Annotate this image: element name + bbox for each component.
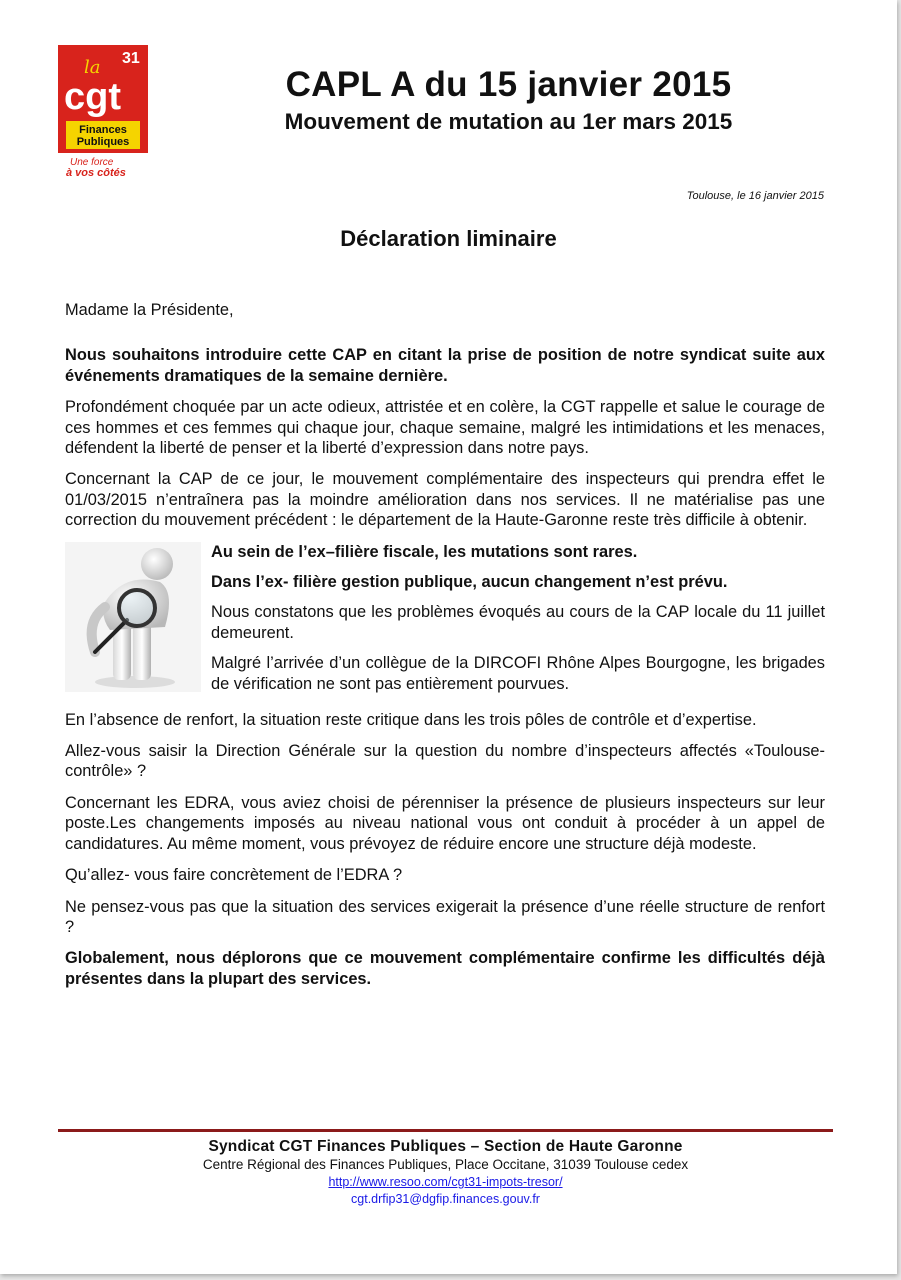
page-subtitle: Mouvement de mutation au 1er mars 2015 [284,109,733,134]
footer-url-link[interactable]: http://www.resoo.com/cgt31-impots-tresor/ [328,1175,563,1189]
footer-email[interactable]: cgt.drfip31@dgfip.finances.gouv.fr [351,1192,540,1206]
paragraph-4: Allez-vous saisir la Direction Générale sur la question du nombre d’inspecteurs affectés «Toulouse-contrôle» ? [65,742,825,781]
logo-main: cgt [64,76,121,118]
figure-bold-2: Dans l’ex- filière gestion publique, aucun changement n’est prévu. [211,573,728,592]
logo-number: 31 [122,50,140,67]
date-line: Toulouse, le 16 janvier 2015 [686,190,824,202]
logo-tagline2: à vos côtés [66,167,126,179]
paragraph-7: Ne pensez-vous pas que la situation des services exigerait la présence d’une réelle structure de renfort ? [65,897,825,936]
intro-paragraph: Nous souhaitons introduire cette CAP en citant la prise de position de notre syndicat suite aux événements dramatiques de la semaine dernière. [65,346,825,385]
paragraph-2: Concernant la CAP de ce jour, le mouvement complémentaire des inspecteurs qui prendra effet le 01/03/2015 n’entraînera pas la moindre amélioration dans nos services. Il ne matérialise pas une correction du mouvement précédent : le département de la Haute-Garonne reste très difficile à obtenir. [65,470,825,530]
header [160,63,857,137]
figure-paragraph-2: Malgré l’arrivée d’un collègue de la DIRCOFI Rhône Alpes Bourgogne, les brigades de vérification ne sont pas entièrement pourvues. [211,654,825,693]
figure-text [211,542,825,704]
salutation: Madame la Présidente, [65,301,234,319]
closing-paragraph: Globalement, nous déplorons que ce mouvement complémentaire confirme les difficultés déjà présentes dans la plupart des services. [65,949,825,988]
footer [58,1137,833,1208]
declaration-title: Déclaration liminaire [340,226,557,251]
paragraph-6: Qu’allez- vous faire concrètement de l’EDRA ? [65,866,403,885]
logo-sub1: Finances [79,124,127,136]
figure-block [65,542,825,702]
footer-divider [58,1129,833,1132]
magnifying-figure-icon [65,542,201,692]
figure-paragraph-1: Nous constatons que les problèmes évoqués au cours de la CAP locale du 11 juillet demeurent. [211,603,825,642]
document-body [65,300,825,1000]
paragraph-1: Profondément choquée par un acte odieux, attristée et en colère, la CGT rappelle et salue le courage de ces hommes et ces femmes qui chaque jour, chaque semaine, malgré les intimidations et les menaces, défendent la liberté de penser et la liberté d’expression dans notre pays. [65,398,825,458]
logo-script: la [84,57,101,78]
paragraph-5: Concernant les EDRA, vous aviez choisi de pérenniser la présence de plusieurs inspecteurs sur leur poste.Les changements imposés au niveau national vous ont conduit à procéder à un appel de candidatures. Au même moment, vous prévoyez de réduire encore une structure déjà modeste. [65,793,825,853]
logo-tagline1: Une force [70,157,114,168]
logo-sub2: Publiques [76,136,130,148]
cgt-logo [58,45,148,185]
paragraph-3: En l’absence de renfort, la situation reste critique dans les trois pôles de contrôle et d’expertise. [65,710,757,729]
footer-address: Centre Régional des Finances Publiques, Place Occitane, 31039 Toulouse cedex [202,1157,689,1172]
footer-title: Syndicat CGT Finances Publiques – Section de Haute Garonne [208,1138,683,1155]
page-title: CAPL A du 15 janvier 2015 [285,65,732,104]
figure-bold-1: Au sein de l’ex–filière fiscale, les mutations sont rares. [211,542,638,561]
